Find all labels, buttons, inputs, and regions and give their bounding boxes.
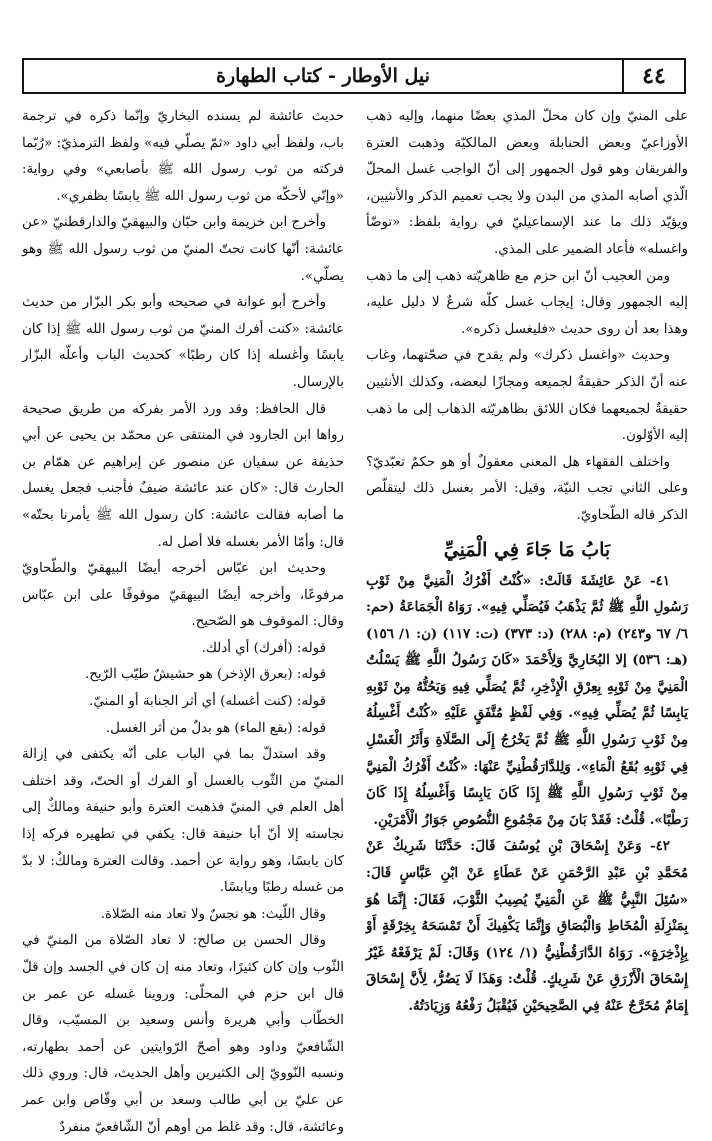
text-columns bbox=[22, 104, 689, 1135]
paragraph: واختلف الفقهاء هل المعنى معقولٌ أو هو حكمٌ تعبّديّ؟ وعلى الثاني تجب النيّة، وقيل: الأمر بغسل ذلك ليتقلّص الذكر قاله الطّحاويّ. bbox=[366, 454, 688, 523]
paragraph: وقال اللّيث: هو نجسٌ ولا تعاد منه الصّلاة. bbox=[100, 906, 326, 922]
chapter-heading: بَابُ مَا جَاءَ فِي الْمَنِيِّ bbox=[443, 538, 611, 561]
page-number: ٤٤ bbox=[622, 60, 684, 92]
paragraph: قال الحافظ: وقد ورد الأمر بفركه من طريق صحيحة رواها ابن الجارود في المنتقى عن محمّد بن يحيى عن أبي حذيفة عن سفيان عن منصور عن إبراهيم عن همّام بن الحارث قال: «كان عند عائشة ضيفٌ فأجنب فجعل يغسل ما أصابه فقالت عائشة: كان رسول الله ﷺ يأمرنا بحتّه» قال: وأمّا الأمر بغسله فلا أصل له. bbox=[22, 401, 344, 550]
note-line: قوله: (بعرق الإذخر) هو حشيشٌ طيّب الرّيح. bbox=[84, 667, 326, 683]
paragraph: على المنيّ وإن كان محلّ المذي بعضًا منهما، وإليه ذهب الأوزاعيّ وبعض الحنابلة وبعض المالكيّة وذهبت العترة والفريقان وهو قول الجمهور إلى أنّ الواجب غسل المحلّ الّذي أصابه المذي من البدن ولا يجب تعميم الذكر والأنثيين، ويؤيّد ذلك ما عند الإسماعيليّ في رواية بلفظ: «توضّأ واغسله» فأعاد الضمير على المذي. bbox=[366, 109, 688, 257]
paragraph: وقال الحسن بن صالح: لا تعاد الصّلاة من المنيّ في الثّوب وإن كان كثيرًا، وتعاد منه إن كان في الجسد وإن قلّ قال ابن حزم في المحلّى: وروينا غسله عن عمر بن الخطّاب وأبي هريرة وأنس وسعيد بن المسيّب، وقال الشّافعيّ وداود وهو أصحّ الرّوايتين عن أحمد بطهارته، ونسبه النّوويّ إلى الكثيرين وأهل الحديث، قال: وروي ذلك عن عليّ بن أبي طالب وسعد بن أبي وقّاص وابن عمر وعائشة، قال: وقد غلط من أوهم أنّ الشّافعيّ منفردٌ bbox=[22, 933, 344, 1135]
page-header bbox=[22, 58, 686, 94]
left-column bbox=[22, 104, 344, 1135]
right-column bbox=[366, 104, 688, 1104]
note-line: قوله: (أفرك) أي أدلك. bbox=[201, 640, 326, 656]
paragraph: وأخرج أبو عوانة في صحيحه وأبو بكر البزّار من حديث عائشة: «كنت أفرك المنيّ من ثوب رسول الله ﷺ إذا كان يابسًا وأغسله إذا كان رطبًا» كحديث الباب وأعلّه البزّار بالإرسال. bbox=[22, 295, 344, 390]
hadith-text: ٤٢- وَعَنْ إِسْحَاقَ بْنِ يُوسُفَ قَالَ: حَدَّثَنَا شَرِيكٌ عَنْ مُحَمَّدِ بْنِ عَبْدِ الرَّحْمَنِ عَنْ عَطَاءٍ عَنْ ابْنِ عَبَّاسٍ قَالَ: «سُئِلَ النَّبِيُّ ﷺ عَنِ الْمَنِيِّ يُصِيبُ الثَّوْبَ، فَقَالَ: إِنَّمَا هُوَ بِمَنْزِلَةِ الْمُخَاطِ وَالْبُصَاقِ وَإِنَّمَا يَكْفِيكَ أَنْ تَمْسَحَهُ بِخِرْقَةٍ أَوْ بِإِذْخِرَةٍ». رَوَاهُ الدَّارَقُطْنِيُّ (١/ ١٢٤) وَقَالَ: لَمْ يَرْفَعْهُ غَيْرُ إِسْحَاقَ الْأَزْرَقِ عَنْ شَرِيكٍ. قُلْتُ: وَهَذَا لَا يَضُرُّ، لِأَنَّ إِسْحَاقَ إِمَامٌ مُخَرَّجٌ عَنْهُ فِي الصَّحِيحَيْنِ فَيُقْبَلُ رَفْعُهُ وَزِيَادَتُهُ. bbox=[366, 838, 689, 1014]
running-title: نيل الأوطار - كتاب الطهارة bbox=[216, 65, 430, 87]
hadith-text: ٤١- عَنْ عَائِشَةَ قَالَتْ: «كُنْتُ أَفْرُكُ الْمَنِيَّ مِنْ ثَوْبِ رَسُولِ اللَّهِ ﷺ ثُمَّ يَذْهَبُ فَيُصَلِّي فِيهِ». رَوَاهُ الْجَمَاعَةُ (حم: ٦/ ٦٧ و٢٤٣) (م: ٢٨٨) (د: ٣٧٣) (ت: ١١٧) (ن: ١/ ١٥٦) (هـ: ٥٣٦) إلا البُخَارِيَّ وَلِأَحْمَدَ «كَانَ رَسُولُ اللَّهِ ﷺ يَسْلُتُ الْمَنِيَّ مِنْ ثَوْبِهِ بِعِرْقِ الْإِذْخِرِ، ثُمَّ يُصَلِّي فِيهِ وَيَحُتُّهُ مِنْ ثَوْبِهِ يَابِسًا ثُمَّ يُصَلِّي فِيهِ». وَفِي لَفْظٍ مُتَّفَقٍ عَلَيْهِ «كُنْتُ أَغْسِلُهُ مِنْ ثَوْبِ رَسُولِ اللَّهِ ﷺ ثُمَّ يَخْرُجُ إِلَى الصَّلَاةِ وَأَثَرُ الْغَسْلِ فِي ثَوْبِهِ بُقَعُ الْمَاءِ». وَلِلدَّارَقُطْنِيِّ عَنْهَا: «كُنْتُ أَفْرُكُ الْمَنِيَّ مِنْ ثَوْبِ رَسُولِ اللَّهِ ﷺ إِذَا كَانَ يَابِسًا وَأَغْسِلُهُ إِذَا كَانَ رَطْبًا». قُلْتُ: فَقَدْ بَانَ مِنْ مَجْمُوعِ النُّصُوصِ جَوَازُ الْأَمْرَيْنِ. bbox=[366, 572, 688, 828]
paragraph: وحديث ابن عبّاس أخرجه أيضًا البيهقيّ والطّحاويّ مرفوعًا، وأخرجه أيضًا البيهقيّ موقوفًا على ابن عبّاس وقال: الموقوف هو الصّحيح. bbox=[22, 561, 344, 630]
paragraph: حديث عائشة لم يسنده البخاريّ وإنّما ذكره في ترجمة باب، ولفظ أبي داود «ثمّ يصلّي فيه» ولفظ الترمذيّ: «رُبّما فركته من ثوب رسول الله ﷺ بأصابعي» وفي رواية: «وإنّي لأحكّه من ثوب رسول الله ﷺ يابسًا بظفري». bbox=[22, 109, 344, 204]
paragraph: ومن العجيب أنّ ابن حزم مع ظاهريّته ذهب إلى ما ذهب إليه الجمهور وقال: إيجاب غسل كلّه شرعٌ لا دليل عليه، وهذا بعد أن روى حديث «فليغسل ذكره». bbox=[366, 268, 688, 337]
paragraph: وحديث «واغسل ذكرك» ولم يقدح في صحّتهما، وغاب عنه أنّ الذكر حقيقةٌ لجميعه ومجازًا لبعضه، وكذلك الأنثيين حقيقةٌ لجميعهما فكان اللائق بظاهريّته الذهاب إلى ما ذهب إليه الأوّلون. bbox=[366, 348, 688, 444]
paragraph: وأخرج ابن خزيمة وابن حبّان والبيهقيّ والدارقطنيّ «عن عائشة: أنّها كانت تحتّ المنيّ من ثوب رسول الله ﷺ وهو يصلّي». bbox=[22, 215, 344, 284]
paragraph: وقد استدلّ بما في الباب على أنّه يكتفى في إزالة المنيّ من الثّوب بالغسل أو الفرك أو الحتّ، وقد اختلف أهل العلم في المنيّ فذهبت العترة وأبو حنيفة ومالكٌ إلى نجاسته إلا أنّ أبا حنيفة قال: يكفي في تطهيره فركه إذا كان يابسًا، وهو رواية عن أحمد. وقالت العترة ومالكٌ: لا بدّ من غسله رطبًا ويابسًا. bbox=[22, 747, 344, 896]
note-line: قوله: (كنت أغسله) أي أثر الجنابة أو المنيّ. bbox=[89, 694, 326, 710]
note-line: قوله: (بقع الماء) هو بدلٌ من أثر الغسل. bbox=[105, 720, 326, 736]
